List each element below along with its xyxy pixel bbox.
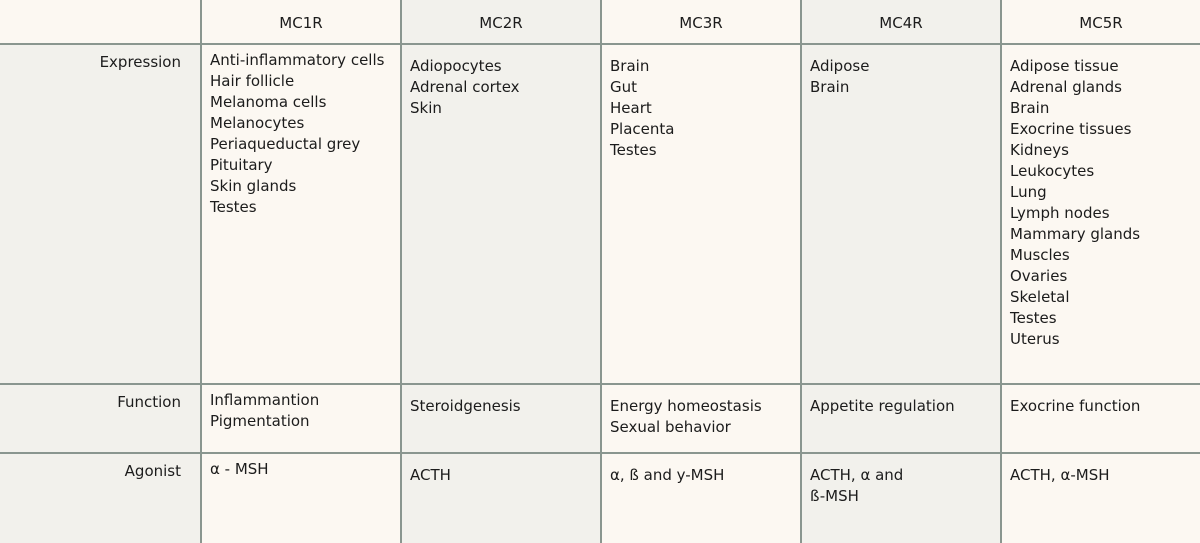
cell-line: Placenta <box>610 120 675 138</box>
cell-line: Skin glands <box>210 177 297 195</box>
header-label: MC3R <box>679 14 723 32</box>
cell-line: Adrenal glands <box>1010 78 1122 96</box>
cell-line: Heart <box>610 99 652 117</box>
row-label-agonist: Agonist <box>0 452 200 543</box>
cell-line: α - MSH <box>210 460 269 478</box>
cell-line: Hair follicle <box>210 72 295 90</box>
cell-line: Testes <box>1010 309 1057 327</box>
cell-line: Steroidgenesis <box>410 397 521 415</box>
cell-line: Brain <box>610 57 650 75</box>
header-label: MC4R <box>879 14 923 32</box>
cell-line: Testes <box>610 141 657 159</box>
cell-expression-mc2r <box>400 43 600 383</box>
cell-line: Lymph nodes <box>1010 204 1110 222</box>
cell-line: Appetite regulation <box>810 397 955 415</box>
cell-line: ACTH <box>410 466 451 484</box>
header-mc4r <box>800 0 1000 43</box>
header-label: MC1R <box>279 14 323 32</box>
cell-line: Lung <box>1010 183 1047 201</box>
cell-line: Brain <box>810 78 850 96</box>
cell-line: Exocrine function <box>1010 397 1141 415</box>
cell-agonist-mc5r <box>1000 452 1200 543</box>
cell-line: Inflammantion <box>210 391 320 409</box>
cell-line: ACTH, α-MSH <box>1010 466 1110 484</box>
cell-line: Adipose tissue <box>1010 57 1119 75</box>
cell-line: Pigmentation <box>210 412 310 430</box>
cell-line: Energy homeostasis <box>610 397 762 415</box>
cell-line: Leukocytes <box>1010 162 1095 180</box>
cell-expression-mc4r <box>800 43 1000 383</box>
cell-line: Kidneys <box>1010 141 1069 159</box>
header-mc5r <box>1000 0 1200 43</box>
cell-agonist-mc2r <box>400 452 600 543</box>
cell-line: Exocrine tissues <box>1010 120 1132 138</box>
cell-function-mc3r <box>600 383 800 452</box>
cell-line: ß-MSH <box>810 487 859 505</box>
cell-function-mc4r <box>800 383 1000 452</box>
cell-function-mc1r <box>200 383 400 452</box>
header-mc1r <box>200 0 400 43</box>
cell-line: Mammary glands <box>1010 225 1141 243</box>
cell-line: Melanocytes <box>210 114 305 132</box>
header-mc2r <box>400 0 600 43</box>
cell-line: ACTH, α and <box>810 466 904 484</box>
cell-function-mc5r <box>1000 383 1200 452</box>
header-corner <box>0 0 200 43</box>
cell-line: Periaqueductal grey <box>210 135 361 153</box>
cell-line: Skin <box>410 99 442 117</box>
header-label: MC5R <box>1079 14 1123 32</box>
cell-line: Adipose <box>810 57 870 75</box>
cell-line: Sexual behavior <box>610 418 731 436</box>
cell-line: Adrenal cortex <box>410 78 520 96</box>
cell-expression-mc3r <box>600 43 800 383</box>
cell-line: Pituitary <box>210 156 273 174</box>
cell-line: Adiopocytes <box>410 57 502 75</box>
cell-line: Skeletal <box>1010 288 1070 306</box>
cell-expression-mc5r <box>1000 43 1200 383</box>
cell-line: Muscles <box>1010 246 1070 264</box>
cell-line: Ovaries <box>1010 267 1068 285</box>
cell-agonist-mc3r <box>600 452 800 543</box>
cell-function-mc2r <box>400 383 600 452</box>
cell-line: Uterus <box>1010 330 1060 348</box>
cell-line: Brain <box>1010 99 1050 117</box>
cell-line: Gut <box>610 78 638 96</box>
header-mc3r <box>600 0 800 43</box>
cell-line: Testes <box>210 198 257 216</box>
row-label-function: Function <box>0 383 200 452</box>
cell-expression-mc1r <box>200 43 400 383</box>
cell-agonist-mc4r <box>800 452 1000 543</box>
header-label: MC2R <box>479 14 523 32</box>
cell-line: α, ß and y-MSH <box>610 466 725 484</box>
cell-agonist-mc1r <box>200 452 400 543</box>
row-label-expression: Expression <box>0 43 200 383</box>
cell-line: Melanoma cells <box>210 93 327 111</box>
cell-line: Anti-inflammatory cells <box>210 51 385 69</box>
